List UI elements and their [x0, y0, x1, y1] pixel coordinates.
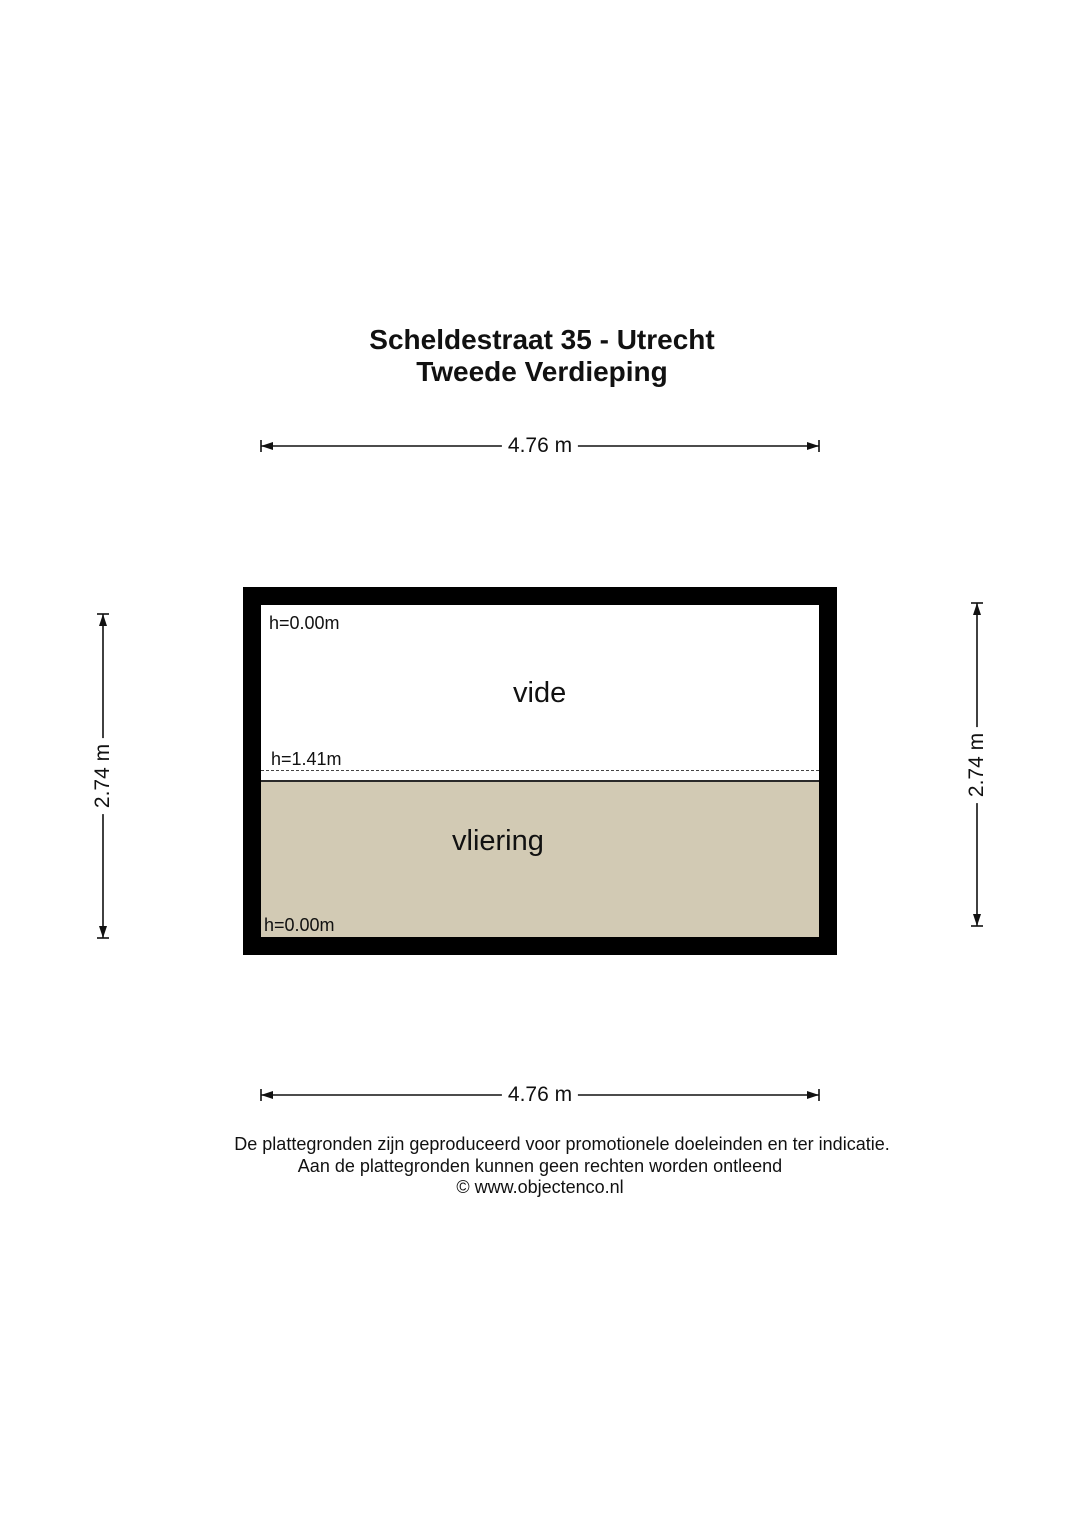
vliering-area — [261, 780, 819, 937]
address-title: Scheldestraat 35 - Utrecht — [369, 324, 715, 355]
disclaimer-line-2: Aan de plattegronden kunnen geen rechten worden ontleend — [297, 1156, 783, 1176]
divider-height-label: h=1.41m — [271, 749, 342, 769]
room-label-vliering: vliering — [452, 825, 544, 857]
floor-title: Tweede Verdieping — [416, 356, 668, 387]
vide-height-top-label: h=0.00m — [269, 613, 340, 633]
copyright-line: © www.objectenco.nl — [456, 1177, 624, 1197]
room-interior — [261, 605, 819, 937]
right-depth-label: 2.74 m — [965, 727, 989, 803]
room-walls — [243, 587, 837, 955]
disclaimer-line-1: De plattegronden zijn geproduceerd voor promotionele doeleinden en ter indicatie. — [234, 1134, 890, 1154]
bottom-width-label: 4.76 m — [502, 1083, 578, 1107]
room-label-vide: vide — [513, 677, 567, 709]
vliering-height-bottom-label: h=0.00m — [264, 915, 335, 935]
left-depth-label: 2.74 m — [91, 738, 115, 814]
top-width-label: 4.76 m — [502, 434, 578, 458]
height-divider-line — [261, 770, 819, 771]
